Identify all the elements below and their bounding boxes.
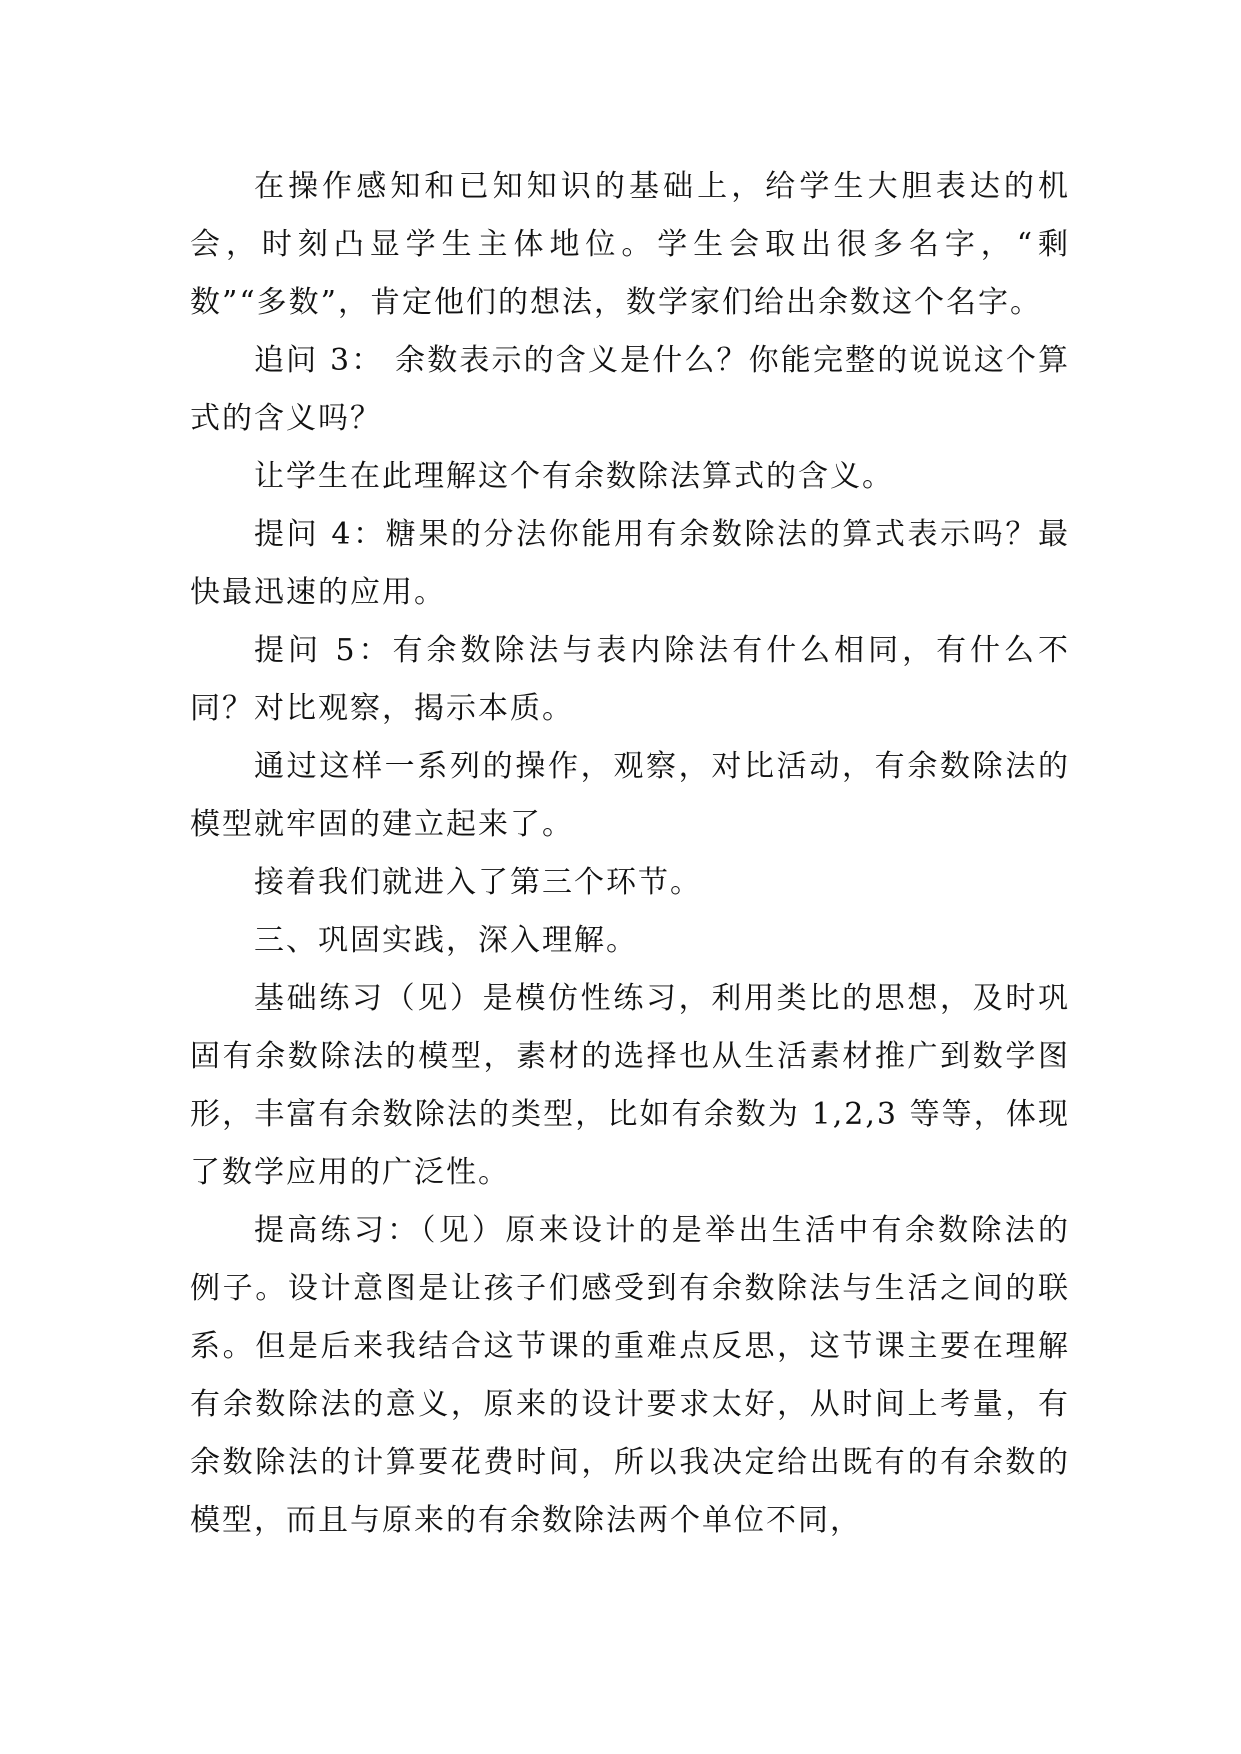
paragraph-intro-naming: 在操作感知和已知知识的基础上，给学生大胆表达的机会，时刻凸显学生主体地位。学生会取出很多名字，“剩数”“多数”，肯定他们的想法，数学家们给出余数这个名字。 xyxy=(190,169,1070,320)
paragraph-basic-practice: 基础练习（见）是模仿性练习，利用类比的思想，及时巩固有余数除法的模型，素材的选择也从生活素材推广到数学图形，丰富有余数除法的类型，比如有余数为 1,2,3 等等，体现了数学应用的广泛性。 xyxy=(190,981,1070,1190)
document-page xyxy=(190,158,1070,1550)
paragraph-third-section-intro: 接着我们就进入了第三个环节。 xyxy=(254,865,702,900)
paragraph-question-4: 提问 4：糖果的分法你能用有余数除法的算式表示吗？最快最迅速的应用。 xyxy=(190,517,1070,610)
paragraph-meaning: 让学生在此理解这个有余数除法算式的含义。 xyxy=(254,459,894,494)
section-heading-three: 三、巩固实践，深入理解。 xyxy=(254,923,638,958)
paragraph-question-5: 提问 5：有余数除法与表内除法有什么相同，有什么不同？对比观察，揭示本质。 xyxy=(190,633,1070,726)
paragraph-question-3: 追问 3： 余数表示的含义是什么？你能完整的说说这个算式的含义吗？ xyxy=(190,343,1070,436)
paragraph-advanced-practice: 提高练习：（见）原来设计的是举出生活中有余数除法的例子。设计意图是让孩子们感受到有余数除法与生活之间的联系。但是后来我结合这节课的重难点反思，这节课主要在理解有余数除法的意义，原来的设计要求太好，从时间上考量，有余数除法的计算要花费时间，所以我决定给出既有的有余数的模型，而且与原来的有余数除法两个单位不同， xyxy=(190,1213,1070,1538)
paragraph-model-built: 通过这样一系列的操作，观察，对比活动，有余数除法的模型就牢固的建立起来了。 xyxy=(190,749,1070,842)
